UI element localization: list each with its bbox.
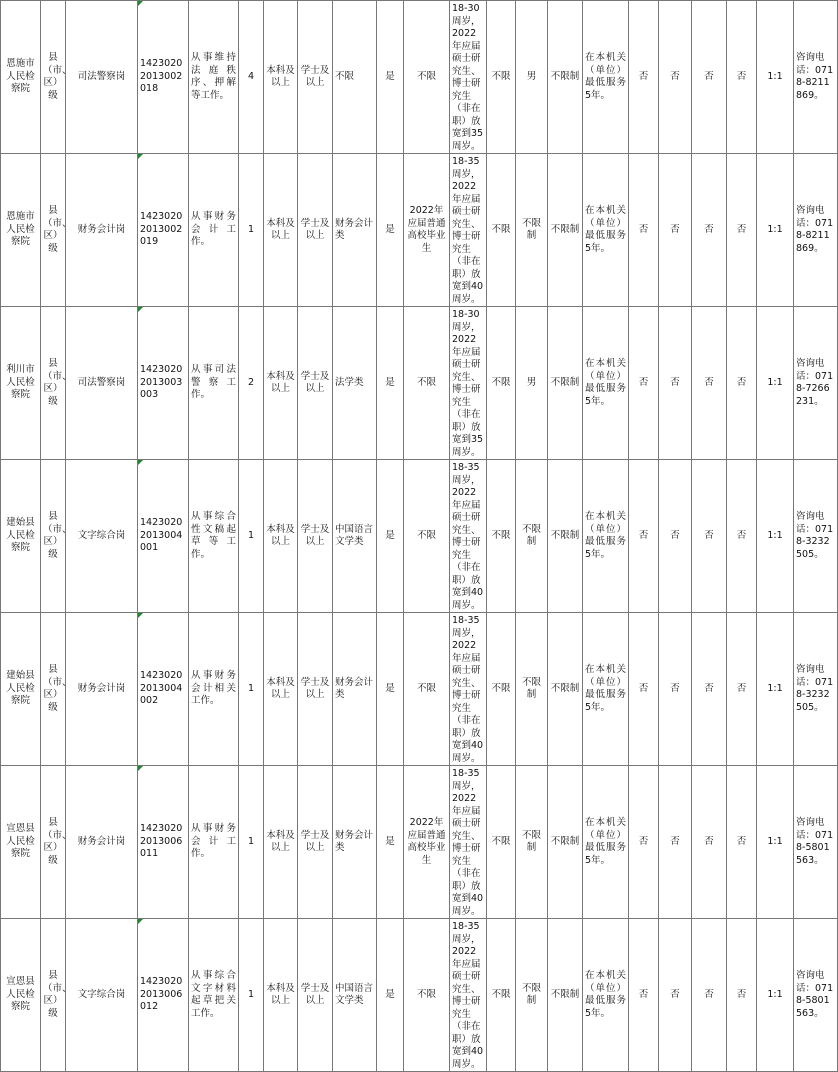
duty-cell: 从事维持法庭秩序、押解等工作。 bbox=[189, 1, 239, 154]
column-12-cell: 不限 bbox=[487, 307, 516, 460]
column-18-cell: 否 bbox=[692, 307, 727, 460]
unit-cell: 宣恩县人民检察院 bbox=[1, 919, 41, 1072]
contact-cell: 咨询电话：0718-3232505。 bbox=[794, 460, 838, 613]
contact-cell: 咨询电话：0718-8211869。 bbox=[794, 1, 838, 154]
major-cell: 财务会计类 bbox=[333, 766, 377, 919]
major-cell: 财务会计类 bbox=[333, 613, 377, 766]
level-cell: 县（市、区）级 bbox=[41, 919, 66, 1072]
gender-cell: 男 bbox=[516, 307, 548, 460]
degree-cell: 学士及以上 bbox=[298, 1, 333, 154]
column-9-cell: 是 bbox=[377, 919, 404, 1072]
gender-cell: 不限制 bbox=[516, 154, 548, 307]
source-cell: 2022年应届普通高校毕业生 bbox=[404, 154, 450, 307]
gender-cell: 不限制 bbox=[516, 460, 548, 613]
column-9-cell: 是 bbox=[377, 766, 404, 919]
age-cell: 18-35周岁，2022年应届硕士研究生、博士研究生（非在职）放宽到40周岁。 bbox=[450, 919, 487, 1072]
duty-cell: 从事财务会计工作。 bbox=[189, 154, 239, 307]
table-row bbox=[1, 154, 838, 307]
service-cell: 在本机关（单位）最低服务5年。 bbox=[583, 154, 629, 307]
service-cell: 在本机关（单位）最低服务5年。 bbox=[583, 766, 629, 919]
degree-cell: 学士及以上 bbox=[298, 460, 333, 613]
unit-cell: 恩施市人民检察院 bbox=[1, 1, 41, 154]
code-cell: 14230202013003003 bbox=[138, 307, 189, 460]
duty-cell: 从事综合性文稿起草等工作。 bbox=[189, 460, 239, 613]
count-cell: 4 bbox=[239, 1, 264, 154]
duty-cell: 从事财务会计工作。 bbox=[189, 766, 239, 919]
column-17-cell: 否 bbox=[659, 307, 692, 460]
level-cell: 县（市、区）级 bbox=[41, 1, 66, 154]
code-cell: 14230202013004001 bbox=[138, 460, 189, 613]
count-cell: 1 bbox=[239, 460, 264, 613]
unit-cell: 恩施市人民检察院 bbox=[1, 154, 41, 307]
source-cell: 不限 bbox=[404, 919, 450, 1072]
ratio-cell: 1:1 bbox=[757, 613, 794, 766]
column-14-cell: 不限制 bbox=[548, 307, 583, 460]
column-17-cell: 否 bbox=[659, 766, 692, 919]
level-cell: 县（市、区）级 bbox=[41, 154, 66, 307]
code-cell: 14230202013004002 bbox=[138, 613, 189, 766]
table-row bbox=[1, 1, 838, 154]
source-cell: 不限 bbox=[404, 460, 450, 613]
column-19-cell: 否 bbox=[727, 919, 757, 1072]
column-19-cell: 否 bbox=[727, 766, 757, 919]
degree-cell: 学士及以上 bbox=[298, 919, 333, 1072]
post-cell: 财务会计岗 bbox=[66, 766, 138, 919]
education-cell: 本科及以上 bbox=[264, 1, 298, 154]
service-cell: 在本机关（单位）最低服务5年。 bbox=[583, 460, 629, 613]
column-9-cell: 是 bbox=[377, 1, 404, 154]
unit-cell: 建始县人民检察院 bbox=[1, 460, 41, 613]
column-18-cell: 否 bbox=[692, 766, 727, 919]
column-14-cell: 不限制 bbox=[548, 460, 583, 613]
major-cell: 中国语言文学类 bbox=[333, 460, 377, 613]
column-16-cell: 否 bbox=[629, 613, 659, 766]
education-cell: 本科及以上 bbox=[264, 919, 298, 1072]
source-cell: 不限 bbox=[404, 1, 450, 154]
degree-cell: 学士及以上 bbox=[298, 307, 333, 460]
unit-cell: 建始县人民检察院 bbox=[1, 613, 41, 766]
post-cell: 文字综合岗 bbox=[66, 460, 138, 613]
count-cell: 2 bbox=[239, 307, 264, 460]
contact-cell: 咨询电话：0718-8211869。 bbox=[794, 154, 838, 307]
level-cell: 县（市、区）级 bbox=[41, 460, 66, 613]
degree-cell: 学士及以上 bbox=[298, 613, 333, 766]
column-19-cell: 否 bbox=[727, 460, 757, 613]
column-19-cell: 否 bbox=[727, 613, 757, 766]
education-cell: 本科及以上 bbox=[264, 460, 298, 613]
table-row bbox=[1, 766, 838, 919]
post-cell: 财务会计岗 bbox=[66, 613, 138, 766]
level-cell: 县（市、区）级 bbox=[41, 766, 66, 919]
gender-cell: 不限制 bbox=[516, 766, 548, 919]
column-16-cell: 否 bbox=[629, 919, 659, 1072]
column-9-cell: 是 bbox=[377, 460, 404, 613]
post-cell: 文字综合岗 bbox=[66, 919, 138, 1072]
education-cell: 本科及以上 bbox=[264, 307, 298, 460]
major-cell: 不限 bbox=[333, 1, 377, 154]
column-14-cell: 不限制 bbox=[548, 613, 583, 766]
column-18-cell: 否 bbox=[692, 154, 727, 307]
column-16-cell: 否 bbox=[629, 307, 659, 460]
column-17-cell: 否 bbox=[659, 460, 692, 613]
column-9-cell: 是 bbox=[377, 307, 404, 460]
contact-cell: 咨询电话：0718-5801563。 bbox=[794, 919, 838, 1072]
column-14-cell: 不限制 bbox=[548, 154, 583, 307]
column-12-cell: 不限 bbox=[487, 919, 516, 1072]
ratio-cell: 1:1 bbox=[757, 766, 794, 919]
degree-cell: 学士及以上 bbox=[298, 766, 333, 919]
service-cell: 在本机关（单位）最低服务5年。 bbox=[583, 919, 629, 1072]
major-cell: 财务会计类 bbox=[333, 154, 377, 307]
contact-cell: 咨询电话：0718-5801563。 bbox=[794, 766, 838, 919]
code-cell: 14230202013002019 bbox=[138, 154, 189, 307]
code-cell: 14230202013006011 bbox=[138, 766, 189, 919]
ratio-cell: 1:1 bbox=[757, 154, 794, 307]
column-18-cell: 否 bbox=[692, 613, 727, 766]
column-14-cell: 不限制 bbox=[548, 1, 583, 154]
table-row bbox=[1, 307, 838, 460]
service-cell: 在本机关（单位）最低服务5年。 bbox=[583, 613, 629, 766]
source-cell: 不限 bbox=[404, 613, 450, 766]
column-17-cell: 否 bbox=[659, 154, 692, 307]
education-cell: 本科及以上 bbox=[264, 154, 298, 307]
service-cell: 在本机关（单位）最低服务5年。 bbox=[583, 307, 629, 460]
column-12-cell: 不限 bbox=[487, 613, 516, 766]
duty-cell: 从事司法警察工作。 bbox=[189, 307, 239, 460]
count-cell: 1 bbox=[239, 154, 264, 307]
column-17-cell: 否 bbox=[659, 613, 692, 766]
column-17-cell: 否 bbox=[659, 1, 692, 154]
column-19-cell: 否 bbox=[727, 1, 757, 154]
column-12-cell: 不限 bbox=[487, 766, 516, 919]
column-16-cell: 否 bbox=[629, 1, 659, 154]
post-cell: 财务会计岗 bbox=[66, 154, 138, 307]
column-12-cell: 不限 bbox=[487, 460, 516, 613]
age-cell: 18-35周岁，2022年应届硕士研究生、博士研究生（非在职）放宽到40周岁。 bbox=[450, 766, 487, 919]
column-16-cell: 否 bbox=[629, 154, 659, 307]
count-cell: 1 bbox=[239, 919, 264, 1072]
major-cell: 中国语言文学类 bbox=[333, 919, 377, 1072]
code-cell: 14230202013006012 bbox=[138, 919, 189, 1072]
unit-cell: 宣恩县人民检察院 bbox=[1, 766, 41, 919]
contact-cell: 咨询电话：0718-7266231。 bbox=[794, 307, 838, 460]
major-cell: 法学类 bbox=[333, 307, 377, 460]
ratio-cell: 1:1 bbox=[757, 307, 794, 460]
contact-cell: 咨询电话：0718-3232505。 bbox=[794, 613, 838, 766]
column-14-cell: 不限制 bbox=[548, 766, 583, 919]
table-row bbox=[1, 919, 838, 1072]
code-cell: 14230202013002018 bbox=[138, 1, 189, 154]
column-18-cell: 否 bbox=[692, 1, 727, 154]
unit-cell: 利川市人民检察院 bbox=[1, 307, 41, 460]
gender-cell: 不限制 bbox=[516, 613, 548, 766]
column-16-cell: 否 bbox=[629, 460, 659, 613]
education-cell: 本科及以上 bbox=[264, 766, 298, 919]
gender-cell: 不限制 bbox=[516, 919, 548, 1072]
count-cell: 1 bbox=[239, 613, 264, 766]
column-16-cell: 否 bbox=[629, 766, 659, 919]
gender-cell: 男 bbox=[516, 1, 548, 154]
column-9-cell: 是 bbox=[377, 613, 404, 766]
source-cell: 不限 bbox=[404, 307, 450, 460]
service-cell: 在本机关（单位）最低服务5年。 bbox=[583, 1, 629, 154]
column-14-cell: 不限制 bbox=[548, 919, 583, 1072]
column-18-cell: 否 bbox=[692, 460, 727, 613]
post-cell: 司法警察岗 bbox=[66, 1, 138, 154]
table-row bbox=[1, 613, 838, 766]
post-cell: 司法警察岗 bbox=[66, 307, 138, 460]
age-cell: 18-30周岁，2022年应届硕士研究生、博士研究生（非在职）放宽到35周岁。 bbox=[450, 1, 487, 154]
column-17-cell: 否 bbox=[659, 919, 692, 1072]
level-cell: 县（市、区）级 bbox=[41, 307, 66, 460]
education-cell: 本科及以上 bbox=[264, 613, 298, 766]
count-cell: 1 bbox=[239, 766, 264, 919]
column-19-cell: 否 bbox=[727, 154, 757, 307]
column-12-cell: 不限 bbox=[487, 1, 516, 154]
level-cell: 县（市、区）级 bbox=[41, 613, 66, 766]
ratio-cell: 1:1 bbox=[757, 460, 794, 613]
ratio-cell: 1:1 bbox=[757, 1, 794, 154]
column-19-cell: 否 bbox=[727, 307, 757, 460]
column-12-cell: 不限 bbox=[487, 154, 516, 307]
degree-cell: 学士及以上 bbox=[298, 154, 333, 307]
duty-cell: 从事财务会计相关工作。 bbox=[189, 613, 239, 766]
age-cell: 18-30周岁，2022年应届硕士研究生、博士研究生（非在职）放宽到35周岁。 bbox=[450, 307, 487, 460]
age-cell: 18-35周岁，2022年应届硕士研究生、博士研究生（非在职）放宽到40周岁。 bbox=[450, 613, 487, 766]
ratio-cell: 1:1 bbox=[757, 919, 794, 1072]
column-9-cell: 是 bbox=[377, 154, 404, 307]
column-18-cell: 否 bbox=[692, 919, 727, 1072]
source-cell: 2022年应届普通高校毕业生 bbox=[404, 766, 450, 919]
age-cell: 18-35周岁，2022年应届硕士研究生、博士研究生（非在职）放宽到40周岁。 bbox=[450, 154, 487, 307]
duty-cell: 从事综合文字材料起草把关工作。 bbox=[189, 919, 239, 1072]
table-row bbox=[1, 460, 838, 613]
age-cell: 18-35周岁，2022年应届硕士研究生、博士研究生（非在职）放宽到40周岁。 bbox=[450, 460, 487, 613]
